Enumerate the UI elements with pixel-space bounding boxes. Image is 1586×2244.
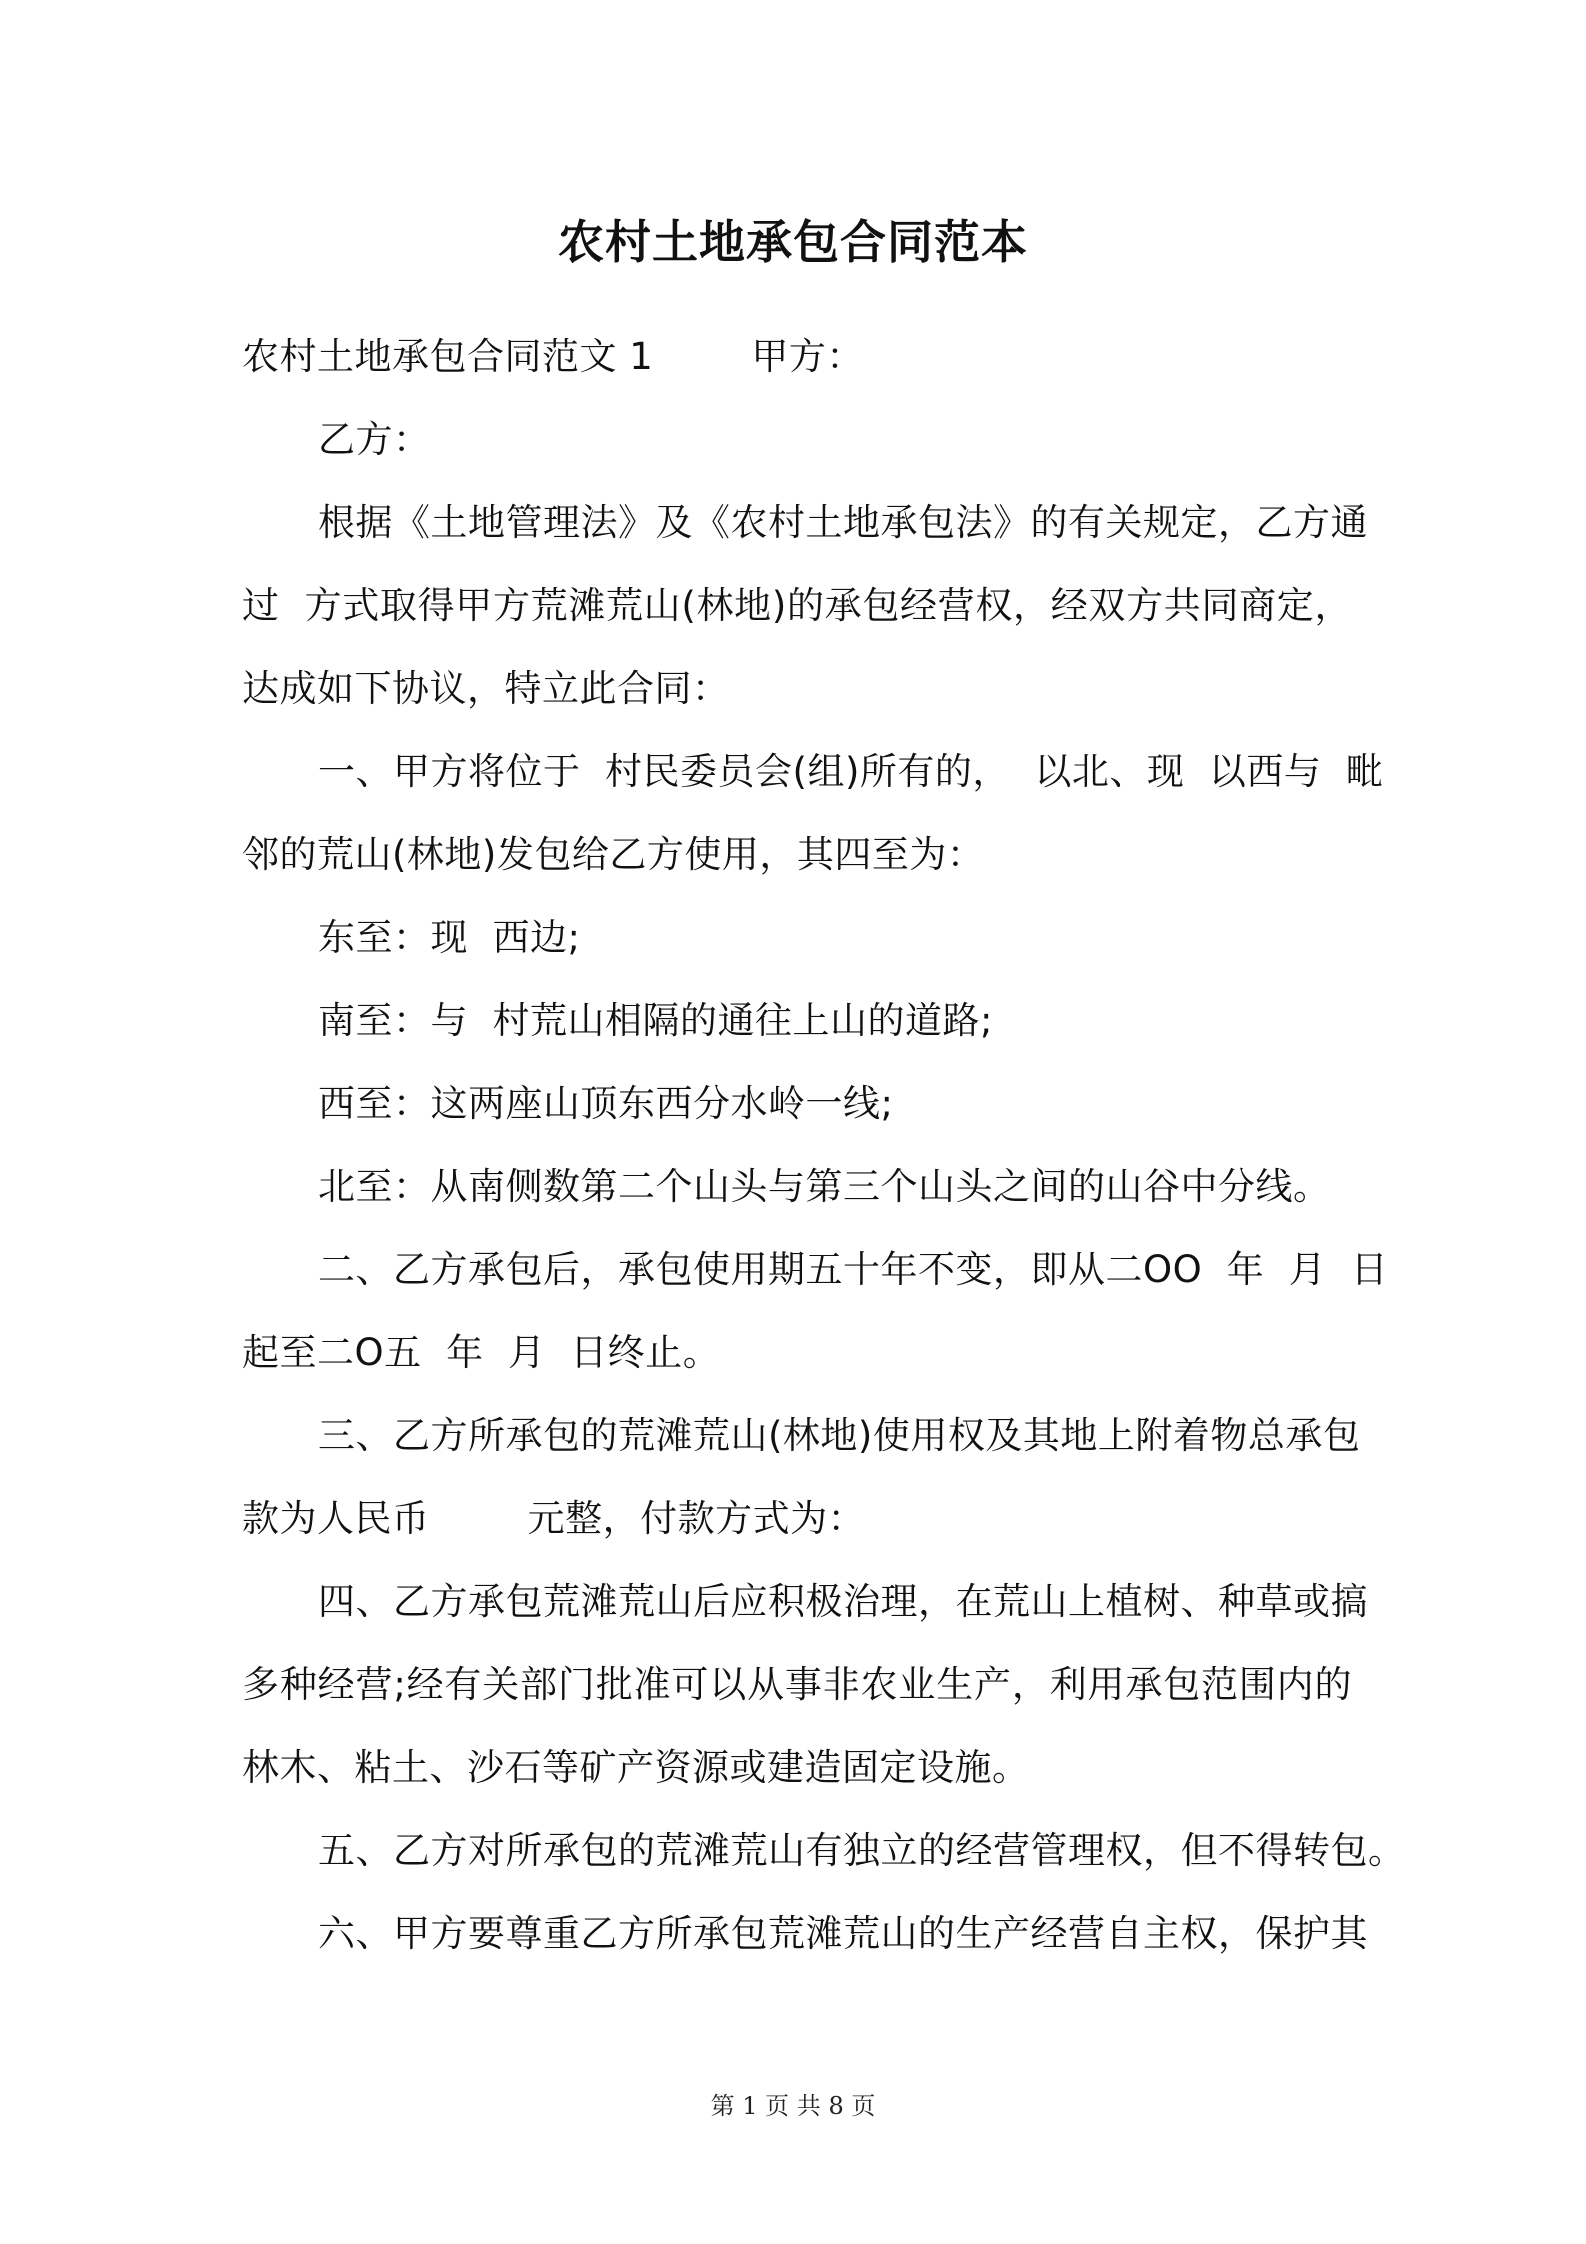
paragraph-line: 五、乙方对所承包的荒滩荒山有独立的经营管理权，但不得转包。 xyxy=(318,1829,1406,1872)
paragraph-line: 起至二O五 年 月 日终止。 xyxy=(242,1331,721,1374)
paragraph-line: 乙方： xyxy=(318,418,431,461)
paragraph-line: 东至：现 西边; xyxy=(318,916,581,959)
page-footer: 第 1 页 共 8 页 xyxy=(710,2092,876,2120)
paragraph-line: 达成如下协议，特立此合同： xyxy=(242,667,730,710)
paragraph-line: 农村土地承包合同范文 1 甲方： xyxy=(242,335,864,378)
paragraph-line: 三、乙方所承包的荒滩荒山(林地)使用权及其地上附着物总承包 xyxy=(318,1414,1361,1457)
paragraph-line: 林木、粘土、沙石等矿产资源或建造固定设施。 xyxy=(242,1746,1030,1789)
paragraph-line: 过 方式取得甲方荒滩荒山(林地)的承包经营权，经双方共同商定， xyxy=(242,584,1352,627)
paragraph-line: 邻的荒山(林地)发包给乙方使用，其四至为： xyxy=(242,833,985,876)
paragraph-line: 西至：这两座山顶东西分水岭一线; xyxy=(318,1082,894,1125)
paragraph-line: 一、甲方将位于 村民委员会(组)所有的， 以北、现 以西与 毗 xyxy=(318,750,1384,793)
paragraph-line: 多种经营;经有关部门批准可以从事非农业生产，利用承包范围内的 xyxy=(242,1663,1352,1706)
paragraph-line: 六、甲方要尊重乙方所承包荒滩荒山的生产经营自主权，保护其 xyxy=(318,1912,1368,1955)
paragraph-line: 根据《土地管理法》及《农村土地承包法》的有关规定，乙方通 xyxy=(318,501,1368,544)
paragraph-line: 二、乙方承包后，承包使用期五十年不变，即从二OO 年 月 日 xyxy=(318,1248,1389,1291)
document-title: 农村土地承包合同范本 xyxy=(558,215,1028,269)
paragraph-line: 四、乙方承包荒滩荒山后应积极治理，在荒山上植树、种草或搞 xyxy=(318,1580,1368,1623)
paragraph-line: 南至：与 村荒山相隔的通往上山的道路; xyxy=(318,999,993,1042)
paragraph-line: 款为人民币 元整，付款方式为： xyxy=(242,1497,866,1540)
paragraph-line: 北至：从南侧数第二个山头与第三个山头之间的山谷中分线。 xyxy=(318,1165,1331,1208)
